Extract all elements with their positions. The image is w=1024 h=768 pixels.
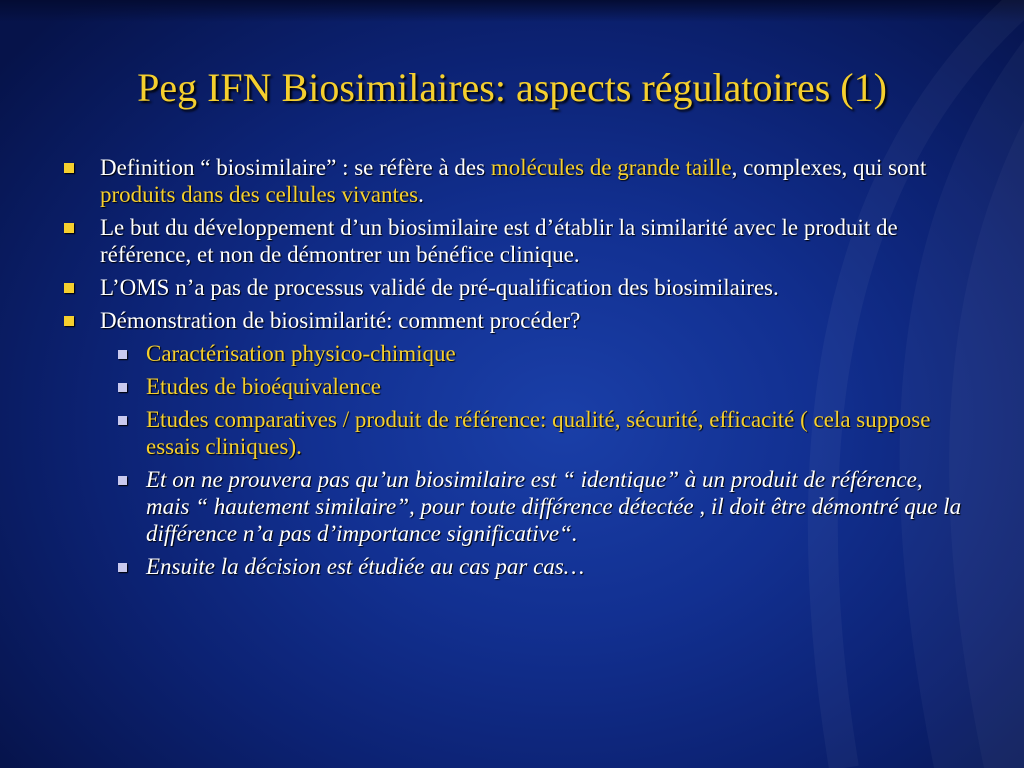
bullet-item-definition: [64, 154, 964, 208]
sub-bullet-item: [100, 406, 964, 460]
bullet-list: [64, 154, 964, 580]
top-dark-band: [0, 0, 1024, 22]
square-sub-bullet-icon: [118, 563, 127, 572]
sub-bullet-text: Et on ne prouvera pas qu’un biosimilaire est “ identique” à un produit de référence, mais “ hautement similaire”, pour toute différence détectée , il doit être démontré que la différence n’a pas d’importance significative“.: [146, 467, 962, 546]
sub-bullet-item: [100, 340, 964, 367]
bullet-text-part: .: [418, 182, 424, 207]
sub-bullet-item: [100, 373, 964, 400]
square-bullet-icon: [64, 316, 74, 326]
square-bullet-icon: [64, 223, 74, 233]
sub-bullet-list: [100, 340, 964, 580]
highlight-text: molécules de grande taille: [490, 155, 732, 180]
sub-bullet-text: Caractérisation physico-chimique: [146, 341, 456, 366]
sub-bullet-text: Etudes de bioéquivalence: [146, 374, 382, 399]
bullet-item-oms: [64, 274, 964, 301]
slide-content: [64, 154, 964, 586]
square-sub-bullet-icon: [118, 416, 127, 425]
bullet-item-goal: [64, 214, 964, 268]
sub-bullet-text: Ensuite la décision est étudiée au cas par cas…: [146, 554, 585, 579]
square-sub-bullet-icon: [118, 383, 127, 392]
square-sub-bullet-icon: [118, 476, 127, 485]
sub-bullet-item: [100, 553, 964, 580]
bullet-text-part: Definition “ biosimilaire” : se réfère à des: [100, 155, 491, 180]
bullet-text: Démonstration de biosimilarité: comment procéder?: [100, 308, 581, 333]
square-sub-bullet-icon: [118, 350, 127, 359]
slide-title: Peg IFN Biosimilaires: aspects régulatoires (1): [137, 65, 887, 110]
square-bullet-icon: [64, 163, 74, 173]
bullet-text: Le but du développement d’un biosimilaire est d’établir la similarité avec le produit de référence, et non de démontrer un bénéfice clinique.: [100, 215, 898, 267]
bullet-item-demonstration: [64, 307, 964, 580]
bullet-text: L’OMS n’a pas de processus validé de pré-qualification des biosimilaires.: [100, 275, 779, 300]
bullet-text-part: , complexes, qui sont: [731, 155, 927, 180]
sub-bullet-item: [100, 466, 964, 547]
square-bullet-icon: [64, 283, 74, 293]
highlight-text: produits dans des cellules vivantes: [100, 182, 419, 207]
sub-bullet-text: Etudes comparatives / produit de référence: qualité, sécurité, efficacité ( cela suppose essais cliniques).: [146, 407, 931, 459]
